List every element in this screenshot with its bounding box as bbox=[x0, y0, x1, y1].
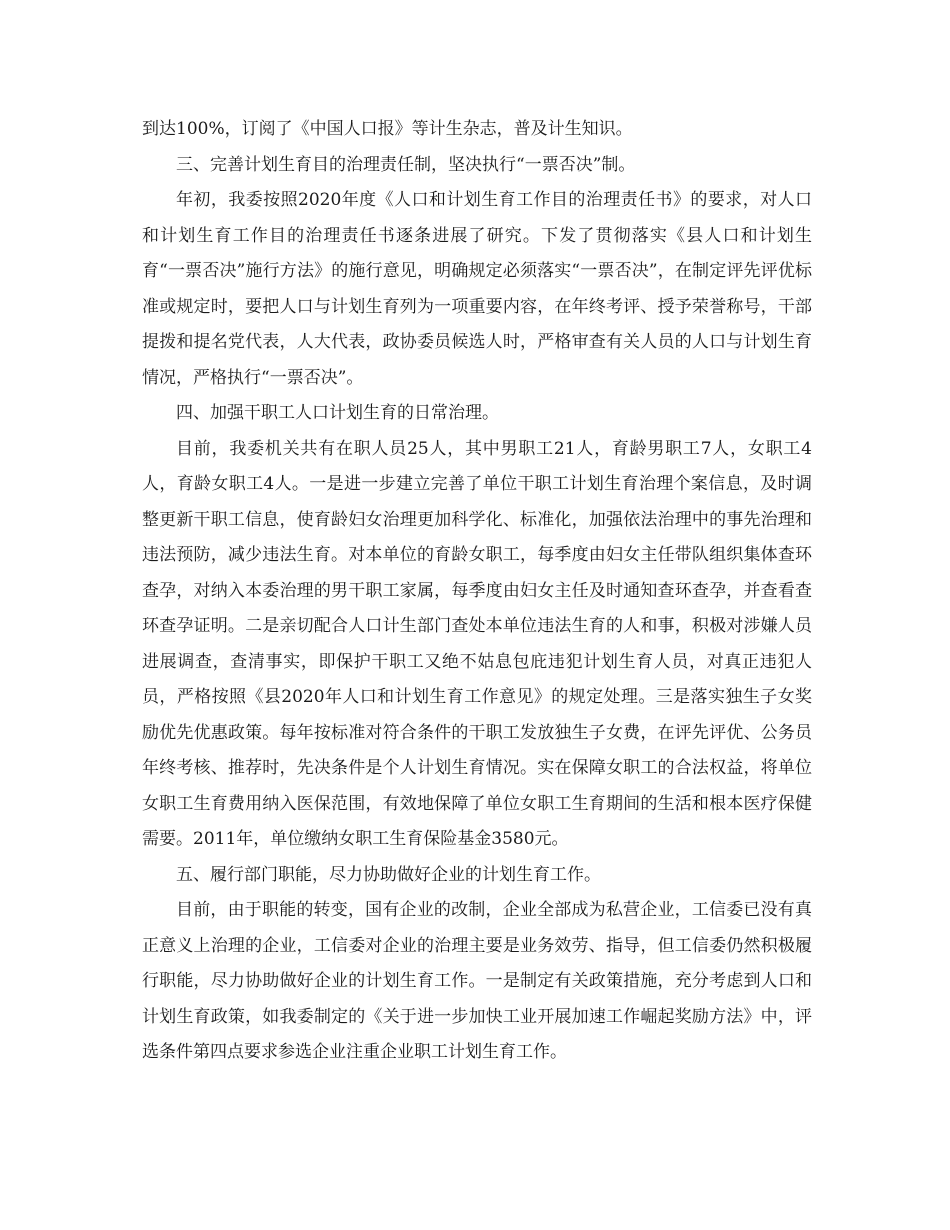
section-heading-4: 四、加强干职工人口计划生育的日常治理。 bbox=[176, 403, 499, 423]
paragraph: 目前，由于职能的转变，国有企业的改制，企业全部成为私营企业，工信委已没有真正意义上治理的企业，工信委对企业的治理主要是业务效劳、指导，但工信委仍然积极履行职能，尽力协助做好企业的计划生育工作。一是制定有关政策措施，充分考虑到人口和计划生育政策，如我委制定的《关于进一步加快工业开展加速工作崛起奖励方法》中，评选条件第四点要求参选企业注重企业职工计划生育工作。 bbox=[142, 900, 812, 1062]
paragraph: 目前，我委机关共有在职人员25人，其中男职工21人，育龄男职工7人，女职工4人，育龄女职工4人。一是进一步建立完善了单位干职工计划生育治理个案信息，及时调整更新干职工信息，使育龄妇女治理更加科学化、标准化，加强依法治理中的事先治理和违法预防，减少违法生育。对本单位的育龄女职工，每季度由妇女主任带队组织集体查环查孕，对纳入本委治理的男干职工家属，每季度由妇女主任及时通知查环查孕，并查看查环查孕证明。二是亲切配合人口计生部门查处本单位违法生育的人和事，积极对涉嫌人员进展调查，查清事实，即保护干职工又绝不姑息包庇违犯计划生育人员，对真正违犯人员，严格按照《县2020年人口和计划生育工作意见》的规定处理。三是落实独生子女奖励优先优惠政策。每年按标准对符合条件的干职工发放独生子女费，在评先评优、公务员年终考核、推荐时，先决条件是个人计划生育情况。实在保障女职工的合法权益，将单位女职工生育费用纳入医保范围，有效地保障了单位女职工生育期间的生活和根本医疗保健需要。2011年，单位缴纳女职工生育保险基金3580元。 bbox=[142, 438, 812, 849]
paragraph: 到达100%，订阅了《中国人口报》等计生杂志，普及计生知识。 bbox=[142, 119, 633, 139]
document-body bbox=[142, 112, 812, 1071]
section-heading-5: 五、履行部门职能，尽力协助做好企业的计划生育工作。 bbox=[176, 864, 601, 885]
section-heading-3: 三、完善计划生育目的治理责任制，坚决执行“一票否决”制。 bbox=[176, 154, 636, 175]
paragraph: 年初，我委按照2020年度《人口和计划生育工作目的治理责任书》的要求，对人口和计划生育工作目的治理责任书逐条进展了研究。下发了贯彻落实《县人口和计划生育“一票否决”施行方法》的施行意见，明确规定必须落实“一票否决”，在制定评先评优标准或规定时，要把人口与计划生育列为一项重要内容，在年终考评、授予荣誉称号，干部提拨和提名党代表，人大代表，政协委员候选人时，严格审查有关人员的人口与计划生育情况，严格执行“一票否决”。 bbox=[142, 190, 812, 388]
